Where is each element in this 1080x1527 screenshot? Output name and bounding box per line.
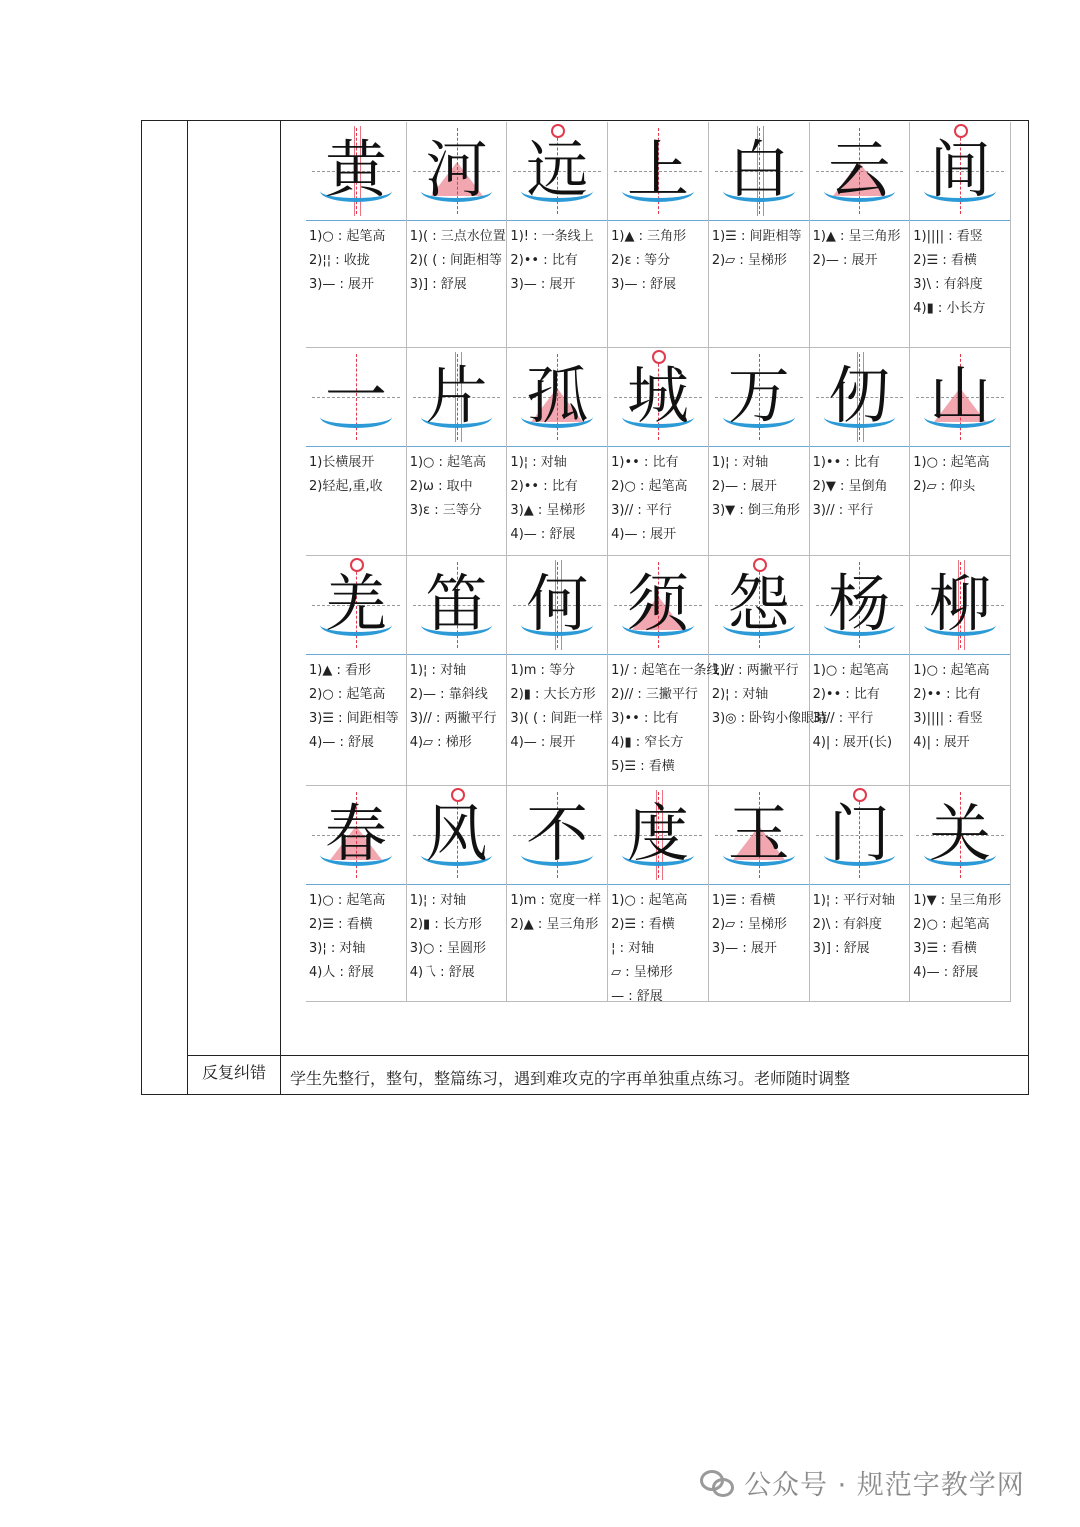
annotation-notes <box>810 447 910 555</box>
annotation-line: 2)▱ : 仰头 <box>913 479 976 494</box>
annotation-line: 4)— : 展开 <box>510 735 576 750</box>
character-cell <box>306 348 407 556</box>
annotation-line: 1)¦ : 对轴 <box>711 455 769 470</box>
watermark <box>700 1462 1025 1502</box>
annotation-notes <box>910 221 1010 347</box>
annotation-line: 1)|||| : 看竖 <box>913 229 983 244</box>
character-cell <box>507 348 608 556</box>
practice-grid <box>507 122 607 221</box>
character-cell <box>910 556 1011 786</box>
annotation-line: 2)•• : 比有 <box>510 253 578 268</box>
annotation-line: 2)☰ : 看横 <box>611 917 675 932</box>
annotation-notes <box>407 221 507 347</box>
practice-character: 关 <box>929 797 992 870</box>
annotation-line: 2)— : 展开 <box>812 253 878 268</box>
annotation-line: 2)▱ : 呈梯形 <box>711 917 787 932</box>
annotation-line: 1)/ : 起笔在一条线上 <box>611 663 733 678</box>
annotation-line: 1)○ : 起笔高 <box>913 455 990 470</box>
practice-character: 上 <box>626 133 689 206</box>
annotation-line: 4)— : 舒展 <box>510 527 576 542</box>
annotation-line: 2)☰ : 看横 <box>913 253 977 268</box>
annotation-line: 1)▼ : 呈三角形 <box>913 893 1002 908</box>
annotation-line: 1)○ : 起笔高 <box>611 893 688 908</box>
annotation-notes <box>709 655 828 785</box>
annotation-line: 1)¦ : 平行对轴 <box>812 893 895 908</box>
practice-grid <box>709 786 809 885</box>
annotation-line: 1)○ : 起笔高 <box>812 663 889 678</box>
annotation-line: 3)◎ : 卧钩小像眼睛 <box>711 711 828 726</box>
practice-character: 远 <box>526 133 589 206</box>
annotation-line: 3)▼ : 倒三角形 <box>711 503 800 518</box>
annotation-line: 4)▮ : 小长方 <box>913 301 986 316</box>
practice-character: 河 <box>425 133 488 206</box>
annotation-line: 4)| : 展开(长) <box>812 735 893 750</box>
practice-character: 春 <box>324 797 387 870</box>
annotation-line: 1)☰ : 间距相等 <box>711 229 802 244</box>
annotation-line: ¦ : 对轴 <box>611 941 655 956</box>
annotation-line: 1)•• : 比有 <box>611 455 679 470</box>
character-cell <box>810 556 911 786</box>
practice-character: 柳 <box>929 567 992 640</box>
annotation-line: 1)¦ : 对轴 <box>409 663 467 678</box>
practice-grid <box>306 786 406 885</box>
annotation-notes <box>407 447 507 555</box>
annotation-line: 2)•• : 比有 <box>913 687 981 702</box>
practice-character: 度 <box>626 797 689 870</box>
watermark-text: 公众号 · 规范字教学网 <box>744 1469 1025 1501</box>
annotation-line: 2)¦¦ : 收拢 <box>309 253 370 268</box>
annotation-notes <box>608 221 708 347</box>
annotation-line: 3)// : 两撇平行 <box>409 711 497 726</box>
character-cell <box>407 348 508 556</box>
annotation-line: — : 舒展 <box>611 989 663 1004</box>
practice-grid <box>910 122 1010 221</box>
annotation-line: ▱ : 呈梯形 <box>611 965 673 980</box>
annotation-line: 3)▲ : 呈梯形 <box>510 503 586 518</box>
character-cell <box>709 122 810 348</box>
annotation-notes <box>810 655 910 785</box>
annotation-notes <box>306 885 406 1001</box>
character-cell <box>608 556 733 786</box>
character-cell <box>306 786 407 1002</box>
character-cell <box>910 122 1011 348</box>
annotation-line: 2)( ( : 间距相等 <box>409 253 502 268</box>
annotation-notes <box>810 221 910 347</box>
annotation-notes <box>306 655 406 785</box>
character-cell <box>306 122 407 348</box>
annotation-line: 3)// : 平行 <box>812 711 874 726</box>
practice-character: 何 <box>526 567 589 640</box>
practice-character: 怨 <box>727 567 790 640</box>
practice-grid <box>709 348 809 447</box>
annotation-line: 2)○ : 起笔高 <box>611 479 688 494</box>
table-divider <box>280 121 281 1094</box>
practice-grid <box>810 348 910 447</box>
annotation-line: 4)人 : 舒展 <box>309 965 374 980</box>
practice-grid <box>306 348 406 447</box>
annotation-line: 2)▮ : 大长方形 <box>510 687 596 702</box>
annotation-notes <box>608 447 708 555</box>
annotation-line: 1)○ : 起笔高 <box>913 663 990 678</box>
annotation-line: 2)ω : 取中 <box>409 479 473 494</box>
character-cell <box>608 348 709 556</box>
row-text: 学生先整行，整句，整篇练习，遇到难攻克的字再单独重点练习。老师随时调整 <box>290 1069 851 1088</box>
annotation-line: 2)▲ : 呈三角形 <box>510 917 599 932</box>
annotation-line: 2)¦ : 对轴 <box>711 687 769 702</box>
character-cell <box>810 786 911 1002</box>
annotation-notes <box>306 447 406 555</box>
annotation-line: 1)m : 等分 <box>510 663 576 678</box>
practice-grid <box>608 122 708 221</box>
annotation-notes <box>507 655 607 785</box>
annotation-line: 2)\ : 有斜度 <box>812 917 882 932</box>
character-cell <box>407 786 508 1002</box>
table-divider <box>187 121 188 1094</box>
annotation-line: 1)○ : 起笔高 <box>409 455 487 470</box>
practice-grid <box>507 348 607 447</box>
annotation-notes <box>306 221 406 347</box>
character-cell <box>507 556 608 786</box>
annotation-line: 3)☰ : 间距相等 <box>309 711 399 726</box>
practice-grid <box>910 556 1010 655</box>
practice-character: 笛 <box>425 567 488 640</box>
annotation-line: 3)— : 展开 <box>711 941 777 956</box>
annotation-line: 3)¦ : 对轴 <box>309 941 366 956</box>
annotation-line: 1)! : 一条线上 <box>510 229 594 244</box>
annotation-notes <box>709 221 809 347</box>
character-cell <box>507 786 608 1002</box>
practice-character: 风 <box>425 797 488 870</box>
annotation-line: 3)// : 平行 <box>812 503 874 518</box>
character-cell <box>709 348 810 556</box>
practice-character: 门 <box>828 797 891 870</box>
annotation-notes <box>709 447 809 555</box>
practice-grid <box>709 122 809 221</box>
character-cell <box>709 786 810 1002</box>
annotation-line: 1)( : 三点水位置 <box>409 229 506 244</box>
annotation-line: 3)] : 舒展 <box>812 941 870 956</box>
practice-grid <box>306 556 406 655</box>
annotation-notes <box>608 655 733 785</box>
annotation-line: 2)•• : 比有 <box>510 479 578 494</box>
annotation-line: 4)▮ : 窄长方 <box>611 735 684 750</box>
annotation-line: 2)▮ : 长方形 <box>409 917 482 932</box>
practice-character: 玉 <box>727 797 790 870</box>
annotation-line: 3)•• : 比有 <box>611 711 679 726</box>
annotation-line: 1)// : 两撇平行 <box>711 663 799 678</box>
practice-character: 白 <box>727 133 790 206</box>
annotation-line: 4)| : 展开 <box>913 735 970 750</box>
annotation-line: 2)— : 展开 <box>711 479 777 494</box>
annotation-line: 4)— : 舒展 <box>309 735 374 750</box>
annotation-line: 1)○ : 起笔高 <box>309 893 386 908</box>
annotation-line: 2)ε : 等分 <box>611 253 671 268</box>
practice-grid <box>407 122 507 221</box>
practice-grid <box>810 786 910 885</box>
annotation-line: 1)▲ : 三角形 <box>611 229 687 244</box>
practice-character: 片 <box>425 359 488 432</box>
practice-grid <box>306 122 406 221</box>
character-cell <box>810 122 911 348</box>
practice-character: 黄 <box>324 133 387 206</box>
annotation-line: 3)] : 舒展 <box>409 277 467 292</box>
annotation-line: 3)|||| : 看竖 <box>913 711 983 726</box>
character-cell <box>709 556 828 786</box>
annotation-notes <box>709 885 809 1001</box>
annotation-line: 2)○ : 起笔高 <box>309 687 386 702</box>
character-cell <box>507 122 608 348</box>
practice-grid <box>810 122 910 221</box>
annotation-line: 2)○ : 起笔高 <box>913 917 990 932</box>
annotation-line: 1)¦ : 对轴 <box>409 893 467 908</box>
row-label: 反复纠错 <box>201 1063 266 1082</box>
annotation-line: 1)m : 宽度一样 <box>510 893 602 908</box>
practice-grid <box>910 786 1010 885</box>
annotation-line: 5)☰ : 看横 <box>611 759 675 774</box>
character-cell <box>910 348 1011 556</box>
annotation-line: 4)— : 舒展 <box>913 965 979 980</box>
annotation-line: 3)\ : 有斜度 <box>913 277 983 292</box>
practice-grid <box>407 556 507 655</box>
annotation-line: 1)☰ : 看横 <box>711 893 776 908</box>
annotation-line: 1)○ : 起笔高 <box>309 229 386 244</box>
character-cell <box>910 786 1011 1002</box>
character-cell <box>407 556 508 786</box>
practice-character: 羌 <box>324 567 387 640</box>
wechat-icon <box>700 1468 734 1496</box>
practice-grid <box>608 556 708 655</box>
annotation-line: 1)¦ : 对轴 <box>510 455 567 470</box>
practice-grid <box>608 786 708 885</box>
annotation-line: 3)— : 展开 <box>510 277 576 292</box>
annotation-line: 1)•• : 比有 <box>812 455 880 470</box>
annotation-notes <box>407 885 507 1001</box>
annotation-line: 3)— : 展开 <box>309 277 374 292</box>
annotation-notes <box>507 221 607 347</box>
character-cell <box>608 122 709 348</box>
annotation-line: 2)轻起,重,收 <box>309 479 383 494</box>
character-cell <box>810 348 911 556</box>
practice-character: 云 <box>828 133 891 206</box>
annotation-line: 2)☰ : 看横 <box>309 917 373 932</box>
annotation-line: 4)▱ : 梯形 <box>409 735 472 750</box>
calligraphy-worksheet <box>306 122 1011 1002</box>
annotation-line: 2)▱ : 呈梯形 <box>711 253 787 268</box>
practice-character: 孤 <box>526 359 589 432</box>
practice-character: 万 <box>727 359 790 432</box>
annotation-line: 2)— : 靠斜线 <box>409 687 488 702</box>
annotation-line: 1)▲ : 呈三角形 <box>812 229 901 244</box>
annotation-line: 4)乁 : 舒展 <box>409 965 475 980</box>
practice-grid <box>507 786 607 885</box>
annotation-line: 3)// : 平行 <box>611 503 672 518</box>
annotation-line: 2)// : 三撇平行 <box>611 687 698 702</box>
practice-character: 杨 <box>828 567 891 640</box>
annotation-notes <box>507 885 607 1001</box>
practice-character: 间 <box>929 133 992 206</box>
practice-grid <box>709 556 809 655</box>
practice-grid <box>810 556 910 655</box>
character-cell <box>407 122 508 348</box>
annotation-line: 1)长横展开 <box>309 455 375 470</box>
annotation-line: 3)( ( : 间距一样 <box>510 711 603 726</box>
annotation-line: 3)☰ : 看横 <box>913 941 977 956</box>
annotation-notes <box>910 655 1010 785</box>
practice-character: 须 <box>626 567 689 640</box>
annotation-line: 3)— : 舒展 <box>611 277 677 292</box>
annotation-line: 3)○ : 呈圆形 <box>409 941 487 956</box>
annotation-line: 4)— : 展开 <box>611 527 677 542</box>
annotation-notes <box>910 447 1010 555</box>
annotation-line: 2)▼ : 呈倒角 <box>812 479 888 494</box>
annotation-line: 1)▲ : 看形 <box>309 663 371 678</box>
character-cell <box>608 786 709 1002</box>
annotation-notes <box>507 447 607 555</box>
annotation-notes <box>810 885 910 1001</box>
annotation-notes <box>910 885 1010 1001</box>
annotation-line: 2)•• : 比有 <box>812 687 880 702</box>
practice-character: 山 <box>929 359 992 432</box>
annotation-notes <box>608 885 708 1004</box>
practice-character: 一 <box>324 359 387 432</box>
practice-grid <box>407 786 507 885</box>
annotation-notes <box>407 655 507 785</box>
practice-character: 仞 <box>828 359 891 432</box>
practice-character: 不 <box>526 797 589 870</box>
practice-character: 城 <box>626 359 689 432</box>
character-cell <box>306 556 407 786</box>
practice-grid <box>608 348 708 447</box>
practice-grid <box>407 348 507 447</box>
practice-grid <box>507 556 607 655</box>
annotation-line: 3)ε : 三等分 <box>409 503 482 518</box>
practice-grid <box>910 348 1010 447</box>
